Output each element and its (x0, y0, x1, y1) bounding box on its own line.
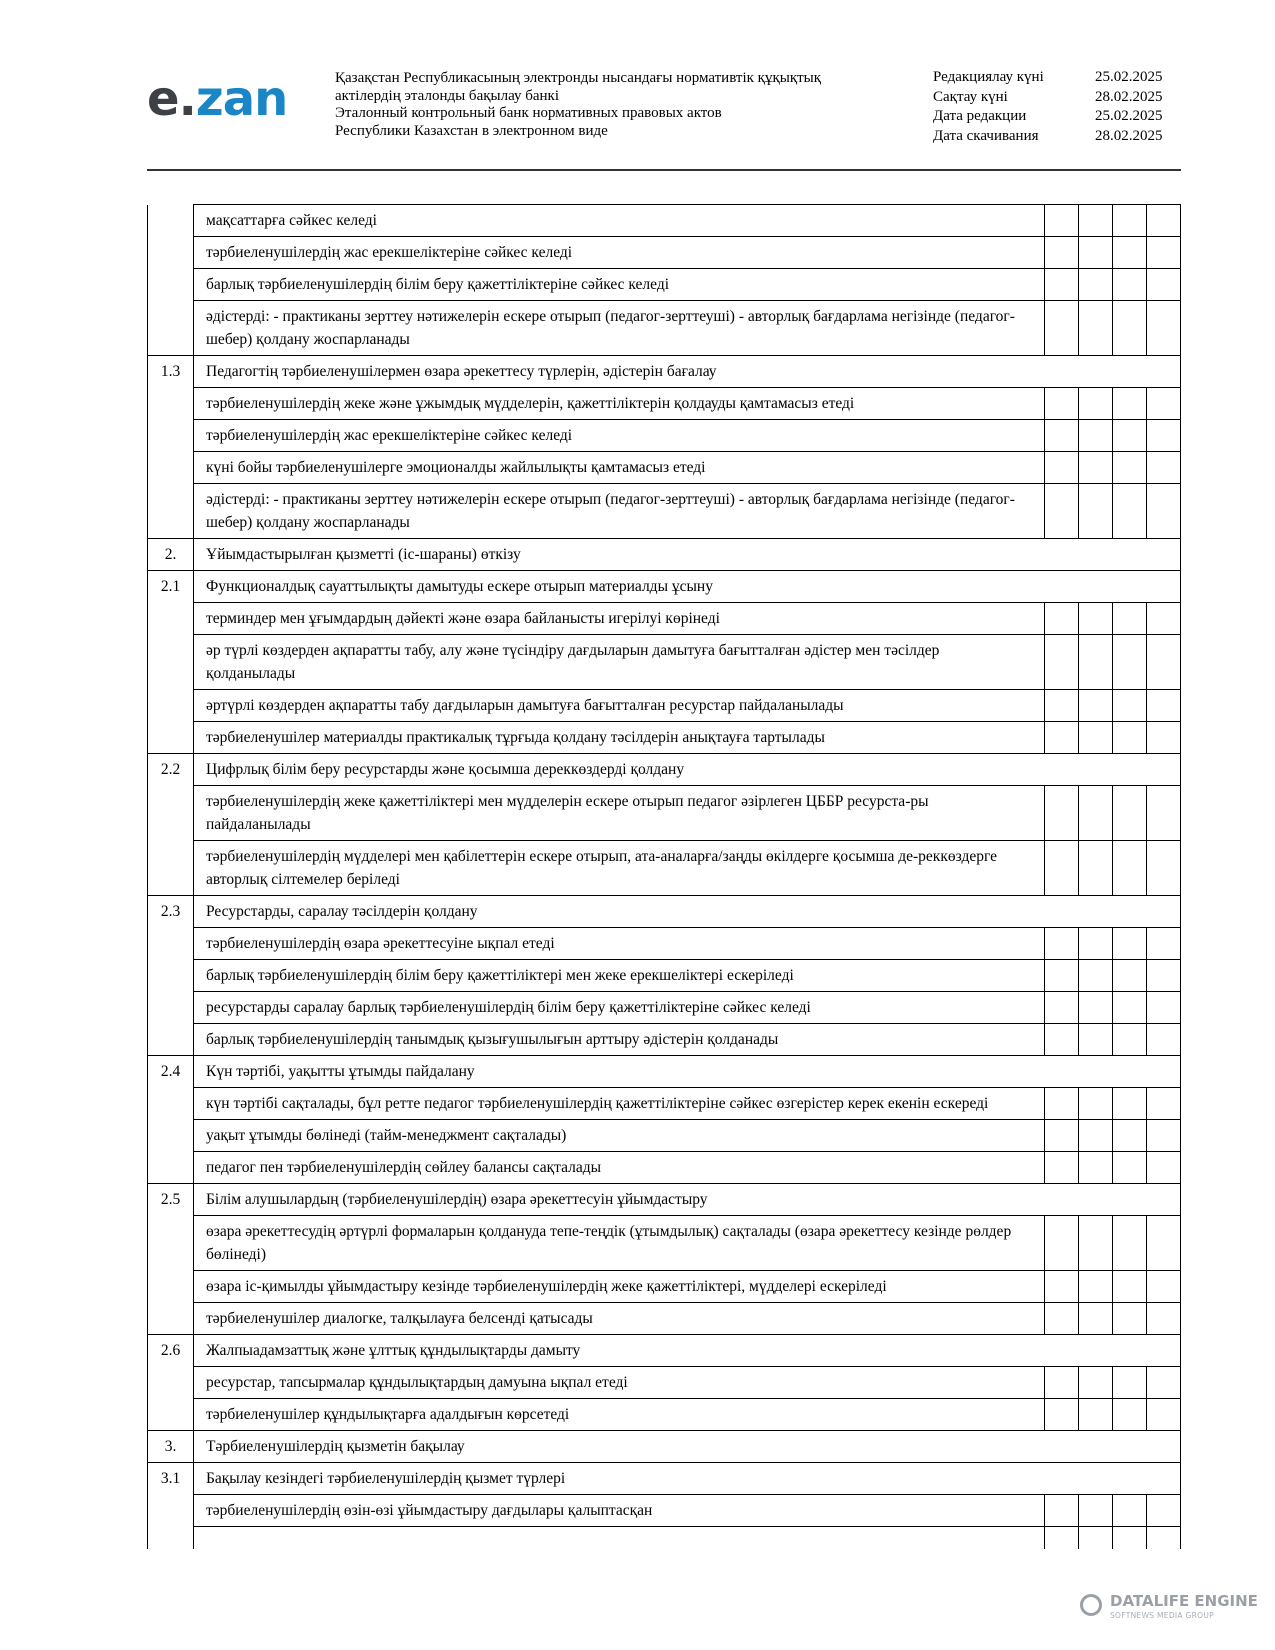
meta-value: 28.02.2025 (1095, 127, 1163, 144)
score-cell (1045, 1152, 1079, 1184)
number-cell-empty (148, 1367, 194, 1399)
score-cell (1147, 690, 1181, 722)
score-cell (1079, 1152, 1113, 1184)
score-cell (1079, 1088, 1113, 1120)
section-title: Функционалдық сауаттылықты дамытуды ескере отырып материалды ұсыну (194, 571, 1181, 603)
section-row (148, 539, 1181, 571)
meta-label: Редакциялау күні (933, 69, 1044, 85)
meta-label: Дата редакции (933, 108, 1027, 124)
number-cell-empty (148, 1303, 194, 1335)
table-row-continued (148, 1527, 1181, 1550)
table-row (148, 635, 1181, 690)
score-cell (1079, 1271, 1113, 1303)
score-cell (1045, 452, 1079, 484)
score-cell (1045, 1088, 1079, 1120)
header-line: Қазақстан Республикасының электронды нысандағы нормативтік құқықтық (335, 70, 822, 86)
criterion-text: тәрбиеленушілердің жас ерекшеліктеріне сәйкес келеді (194, 237, 1045, 269)
table-row (148, 205, 1181, 237)
number-cell-empty (148, 1399, 194, 1431)
table-row (148, 786, 1181, 841)
section-row (148, 356, 1181, 388)
score-cell (1113, 301, 1147, 356)
score-cell (1045, 786, 1079, 841)
section-row (148, 896, 1181, 928)
header-dates (933, 68, 1183, 146)
score-cell (1147, 301, 1181, 356)
criterion-text: өзара іс-қимылды ұйымдастыру кезінде тәрбиеленушілердің жеке қажеттіліктері, мүдделері ескеріледі (194, 1271, 1045, 1303)
criterion-text: тәрбиеленушілер диалогке, талқылауға белсенді қатысады (194, 1303, 1045, 1335)
table-row (148, 722, 1181, 754)
section-number: 2.6 (148, 1335, 194, 1367)
table-row (148, 1120, 1181, 1152)
table-row (148, 1303, 1181, 1335)
table-row (148, 1367, 1181, 1399)
score-cell (1147, 484, 1181, 539)
section-number: 2.5 (148, 1184, 194, 1216)
number-cell-empty (148, 603, 194, 635)
table-row (148, 1271, 1181, 1303)
score-cell (1113, 1120, 1147, 1152)
number-cell-empty (148, 301, 194, 356)
score-cell (1147, 1495, 1181, 1527)
score-cell (1045, 388, 1079, 420)
meta-value: 25.02.2025 (1095, 69, 1163, 85)
section-number: 2.1 (148, 571, 194, 603)
section-number: 3. (148, 1431, 194, 1463)
score-cell (1147, 1271, 1181, 1303)
table-row (148, 1495, 1181, 1527)
score-cell (1079, 452, 1113, 484)
number-cell-empty (148, 1495, 194, 1527)
header-description (335, 70, 895, 140)
number-cell-empty (148, 992, 194, 1024)
score-cell (1045, 484, 1079, 539)
section-number: 2.3 (148, 896, 194, 928)
score-cell (1113, 1152, 1147, 1184)
score-cell (1079, 205, 1113, 237)
meta-label: Дата скачивания (933, 127, 1039, 144)
table-row (148, 992, 1181, 1024)
meta-label: Сақтау күні (933, 88, 1008, 105)
criterion-text: тәрбиеленушілердің өзара әрекеттесуіне ықпал етеді (194, 928, 1045, 960)
meta-value: 25.02.2025 (1095, 108, 1163, 124)
criterion-text-empty (194, 1527, 1045, 1550)
score-cell (1147, 928, 1181, 960)
score-cell (1113, 603, 1147, 635)
score-cell (1113, 841, 1147, 896)
table-row (148, 301, 1181, 356)
criterion-text: әртүрлі көздерден ақпаратты табу дағдыларын дамытуға бағытталған ресурстар пайдаланылады (194, 690, 1045, 722)
score-cell (1079, 1495, 1113, 1527)
score-cell (1147, 420, 1181, 452)
section-row (148, 1335, 1181, 1367)
criterion-text: күн тәртібі сақталады, бұл ретте педагог тәрбиеленушілердің қажеттіліктеріне сәйкес өзгерістер керек екенін ескереді (194, 1088, 1045, 1120)
score-cell (1079, 1399, 1113, 1431)
watermark-icon (1080, 1594, 1102, 1616)
score-cell (1113, 205, 1147, 237)
table-row (148, 603, 1181, 635)
score-cell (1045, 1271, 1079, 1303)
criterion-text: ресурстар, тапсырмалар құндылықтардың дамуына ықпал етеді (194, 1367, 1045, 1399)
meta-value: 28.02.2025 (1095, 88, 1163, 105)
score-cell (1079, 690, 1113, 722)
criterion-text: әдістерді: - практиканы зерттеу нәтижелерін ескере отырып (педагог-зерттеуші) - авторлық бағдарлама негізінде (педагог-шебер) қолдану жоспарланады (194, 484, 1045, 539)
score-cell (1079, 269, 1113, 301)
score-cell (1079, 1120, 1113, 1152)
score-cell (1113, 1271, 1147, 1303)
criterion-text: өзара әрекеттесудің әртүрлі формаларын қолдануда тепе-теңдік (ұтымдылық) сақталады (өзара әрекеттесу кезінде рөлдер бөлінеді) (194, 1216, 1045, 1271)
score-cell (1045, 1120, 1079, 1152)
score-cell (1147, 1024, 1181, 1056)
score-cell (1147, 722, 1181, 754)
number-cell-empty (148, 1120, 194, 1152)
number-cell-empty (148, 388, 194, 420)
score-cell (1113, 452, 1147, 484)
score-cell (1113, 1495, 1147, 1527)
section-row (148, 1184, 1181, 1216)
score-cell (1045, 420, 1079, 452)
number-cell-empty (148, 722, 194, 754)
score-cell (1113, 1367, 1147, 1399)
number-cell-empty (148, 237, 194, 269)
criterion-text: әдістерді: - практиканы зерттеу нәтижелерін ескере отырып (педагог-зерттеуші) - авторлық бағдарлама негізінде (педагог-шебер) қолдану жоспарланады (194, 301, 1045, 356)
score-cell (1079, 1367, 1113, 1399)
criterion-text: тәрбиеленушілердің мүдделері мен қабілеттерін ескере отырып, ата-аналарға/заңды өкілдерге қосымша де-реккөздерге авторлық сілтемелер беріледі (194, 841, 1045, 896)
header-line: актілердің эталонды бақылау банкі (335, 87, 559, 104)
number-cell-empty (148, 1216, 194, 1271)
score-cell (1113, 237, 1147, 269)
section-number: 2.2 (148, 754, 194, 786)
header-divider (147, 169, 1181, 171)
criterion-text: терминдер мен ұғымдардың дәйекті және өзара байланысты игерілуі көрінеді (194, 603, 1045, 635)
score-cell (1147, 992, 1181, 1024)
table-row (148, 1399, 1181, 1431)
score-cell (1113, 960, 1147, 992)
score-cell (1045, 1495, 1079, 1527)
section-title: Ресурстарды, саралау тәсілдерін қолдану (194, 896, 1181, 928)
score-cell (1147, 452, 1181, 484)
score-cell (1147, 388, 1181, 420)
evaluation-table (147, 204, 1181, 1549)
watermark-subtitle: SOFTNEWS MEDIA GROUP (1110, 1611, 1214, 1620)
score-cell (1147, 786, 1181, 841)
score-cell (1113, 388, 1147, 420)
criterion-text: әр түрлі көздерден ақпаратты табу, алу және түсіндіру дағдыларын дамытуға бағытталған әдістер мен тәсілдер қолданылады (194, 635, 1045, 690)
score-cell (1113, 992, 1147, 1024)
score-cell (1147, 1088, 1181, 1120)
criterion-text: тәрбиеленушілер құндылықтарға адалдығын көрсетеді (194, 1399, 1045, 1431)
score-cell (1113, 1216, 1147, 1271)
score-cell (1045, 960, 1079, 992)
score-cell (1045, 635, 1079, 690)
criterion-text: уақыт ұтымды бөлінеді (тайм-менеджмент сақталады) (194, 1120, 1045, 1152)
number-cell-empty (148, 1527, 194, 1550)
table-row (148, 1216, 1181, 1271)
criterion-text: тәрбиеленушілердің өзін-өзі ұйымдастыру дағдылары қалыптасқан (194, 1495, 1045, 1527)
score-cell (1113, 1088, 1147, 1120)
table-row (148, 928, 1181, 960)
section-number: 2.4 (148, 1056, 194, 1088)
watermark-title: DATALIFE ENGINE (1110, 1592, 1258, 1610)
score-cell (1147, 603, 1181, 635)
section-number: 2. (148, 539, 194, 571)
number-cell-empty (148, 1152, 194, 1184)
score-cell (1045, 928, 1079, 960)
number-cell-empty (148, 420, 194, 452)
score-cell (1113, 1399, 1147, 1431)
number-cell-empty (148, 484, 194, 539)
score-cell (1147, 205, 1181, 237)
score-cell (1045, 1303, 1079, 1335)
score-cell (1079, 388, 1113, 420)
criterion-text: ресурстарды саралау барлық тәрбиеленушілердің білім беру қажеттіліктеріне сәйкес келеді (194, 992, 1045, 1024)
score-cell (1079, 1024, 1113, 1056)
table-body (148, 205, 1181, 1550)
section-title: Цифрлық білім беру ресурстарды және қосымша дереккөздерді қолдану (194, 754, 1181, 786)
criterion-text: барлық тәрбиеленушілердің білім беру қажеттіліктеріне сәйкес келеді (194, 269, 1045, 301)
score-cell (1045, 992, 1079, 1024)
score-cell (1147, 1527, 1181, 1550)
score-cell (1045, 1216, 1079, 1271)
section-row (148, 754, 1181, 786)
score-cell (1079, 420, 1113, 452)
section-title: Білім алушылардың (тәрбиеленушілердің) өзара әрекеттесуін ұйымдастыру (194, 1184, 1181, 1216)
score-cell (1113, 269, 1147, 301)
section-number: 1.3 (148, 356, 194, 388)
section-row (148, 1463, 1181, 1495)
score-cell (1045, 301, 1079, 356)
header-line: Республики Казахстан в электронном виде (335, 122, 608, 139)
section-row (148, 571, 1181, 603)
table-row (148, 452, 1181, 484)
table-row (148, 841, 1181, 896)
score-cell (1045, 237, 1079, 269)
score-cell (1147, 960, 1181, 992)
table-row (148, 420, 1181, 452)
score-cell (1113, 1303, 1147, 1335)
number-cell-empty (148, 205, 194, 237)
score-cell (1079, 1527, 1113, 1550)
score-cell (1079, 237, 1113, 269)
criterion-text: тәрбиеленушілердің жеке және ұжымдық мүдделерін, қажеттіліктерін қолдауды қамтамасыз етеді (194, 388, 1045, 420)
score-cell (1079, 301, 1113, 356)
score-cell (1045, 603, 1079, 635)
score-cell (1147, 1216, 1181, 1271)
number-cell-empty (148, 452, 194, 484)
score-cell (1113, 786, 1147, 841)
score-cell (1147, 1152, 1181, 1184)
score-cell (1045, 690, 1079, 722)
section-number: 3.1 (148, 1463, 194, 1495)
header-line: Эталонный контрольный банк нормативных правовых актов (335, 105, 722, 121)
table-row (148, 484, 1181, 539)
document-header (147, 60, 1181, 172)
table-row (148, 388, 1181, 420)
criterion-text: тәрбиеленушілердің жас ерекшеліктеріне сәйкес келеді (194, 420, 1045, 452)
score-cell (1045, 841, 1079, 896)
criterion-text: тәрбиеленушілер материалды практикалық тұрғыда қолдану тәсілдерін анықтауға тартылады (194, 722, 1045, 754)
score-cell (1079, 603, 1113, 635)
score-cell (1079, 928, 1113, 960)
score-cell (1113, 928, 1147, 960)
score-cell (1045, 269, 1079, 301)
score-cell (1113, 690, 1147, 722)
meta-row-download-date-ru (933, 127, 1183, 147)
score-cell (1079, 1216, 1113, 1271)
score-cell (1113, 635, 1147, 690)
table-row (148, 237, 1181, 269)
criterion-text: тәрбиеленушілердің жеке қажеттіліктері мен мүдделерін ескере отырып педагог әзірлеген ЦББР ресурста-ры пайдаланылады (194, 786, 1045, 841)
number-cell-empty (148, 1271, 194, 1303)
section-title: Ұйымдастырылған қызметті (іс-шараны) өткізу (194, 539, 1181, 571)
score-cell (1147, 841, 1181, 896)
number-cell-empty (148, 635, 194, 690)
number-cell-empty (148, 269, 194, 301)
score-cell (1079, 722, 1113, 754)
score-cell (1147, 1367, 1181, 1399)
score-cell (1079, 484, 1113, 539)
section-row (148, 1431, 1181, 1463)
section-title: Бақылау кезіндегі тәрбиеленушілердің қызмет түрлері (194, 1463, 1181, 1495)
score-cell (1113, 420, 1147, 452)
score-cell (1045, 205, 1079, 237)
score-cell (1079, 841, 1113, 896)
criterion-text: барлық тәрбиеленушілердің білім беру қажеттіліктері мен жеке ерекшеліктері ескеріледі (194, 960, 1045, 992)
score-cell (1147, 1120, 1181, 1152)
section-title: Жалпыадамзаттық және ұлттық құндылықтарды дамыту (194, 1335, 1181, 1367)
score-cell (1045, 1527, 1079, 1550)
score-cell (1113, 722, 1147, 754)
table-row (148, 269, 1181, 301)
meta-row-edit-date-kk (933, 68, 1183, 88)
criterion-text: күні бойы тәрбиеленушілерге эмоционалды жайлылықты қамтамасыз етеді (194, 452, 1045, 484)
table-row (148, 1088, 1181, 1120)
section-title: Тәрбиеленушілердің қызметін бақылау (194, 1431, 1181, 1463)
number-cell-empty (148, 1088, 194, 1120)
score-cell (1045, 722, 1079, 754)
score-cell (1147, 1303, 1181, 1335)
number-cell-empty (148, 960, 194, 992)
table-row (148, 690, 1181, 722)
criterion-text: мақсаттарға сәйкес келеді (194, 205, 1045, 237)
number-cell-empty (148, 786, 194, 841)
score-cell (1079, 635, 1113, 690)
criterion-text: барлық тәрбиеленушілердің танымдық қызығушылығын арттыру әдістерін қолданады (194, 1024, 1045, 1056)
score-cell (1079, 1303, 1113, 1335)
score-cell (1079, 960, 1113, 992)
score-cell (1079, 992, 1113, 1024)
table-row (148, 960, 1181, 992)
score-cell (1045, 1024, 1079, 1056)
meta-row-save-date-kk (933, 88, 1183, 108)
number-cell-empty (148, 841, 194, 896)
score-cell (1147, 635, 1181, 690)
datalife-watermark (1080, 1592, 1260, 1624)
number-cell-empty (148, 928, 194, 960)
score-cell (1079, 786, 1113, 841)
score-cell (1045, 1367, 1079, 1399)
section-row (148, 1056, 1181, 1088)
score-cell (1147, 1399, 1181, 1431)
number-cell-empty (148, 690, 194, 722)
table-row (148, 1024, 1181, 1056)
meta-row-edit-date-ru (933, 107, 1183, 127)
score-cell (1147, 269, 1181, 301)
number-cell-empty (148, 1024, 194, 1056)
score-cell (1113, 1024, 1147, 1056)
section-title: Педагогтің тәрбиеленушілермен өзара әрекеттесу түрлерін, әдістерін бағалау (194, 356, 1181, 388)
score-cell (1045, 1399, 1079, 1431)
score-cell (1147, 237, 1181, 269)
score-cell (1113, 484, 1147, 539)
section-title: Күн тәртібі, уақытты ұтымды пайдалану (194, 1056, 1181, 1088)
table-row (148, 1152, 1181, 1184)
score-cell (1113, 1527, 1147, 1550)
ezan-logo: e.zan (147, 71, 288, 127)
criterion-text: педагог пен тәрбиеленушілердің сөйлеу балансы сақталады (194, 1152, 1045, 1184)
